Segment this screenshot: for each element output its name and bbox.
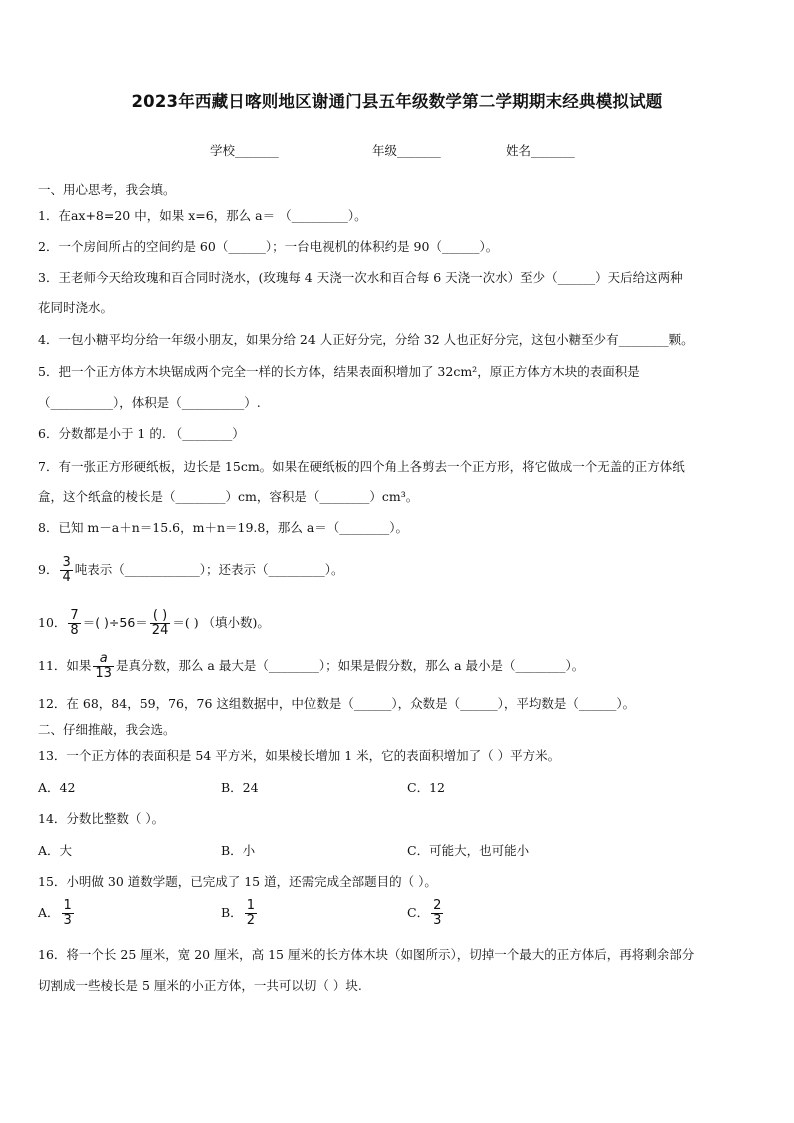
question-9-text: 吨表示（____________）；还表示（_________）。 xyxy=(74,562,344,577)
question-13-options xyxy=(38,779,764,797)
name-field: 姓名_______ xyxy=(506,143,575,158)
option-b xyxy=(221,899,259,928)
option-c: C．可能大，也可能小 xyxy=(407,843,530,858)
option-b-fraction xyxy=(245,899,257,928)
question-10-fraction-1 xyxy=(68,609,80,638)
question-3-line-1: 3．王老师今天给玫瑰和百合同时浇水，(玫瑰每 4 天浇一次水和百合每 6 天浇一次水）至少（______）天后给这两种 xyxy=(38,270,683,285)
question-5-line-2: （__________），体积是（__________）. xyxy=(38,395,261,410)
option-a xyxy=(38,899,76,928)
question-10 xyxy=(38,609,764,638)
fraction-numerator: 1 xyxy=(63,898,72,913)
option-b: B．小 xyxy=(221,843,256,858)
option-c-fraction xyxy=(431,899,443,928)
option-a-label: A． xyxy=(38,905,60,920)
question-14-options xyxy=(38,842,764,860)
question-10-middle: ＝( )÷56＝ xyxy=(82,615,148,630)
fraction-numerator: 2 xyxy=(433,898,442,913)
question-16-line-2: 切割成一些棱长是 5 厘米的小正方体，一共可以切（ ）块. xyxy=(38,978,362,993)
question-15: 15．小明做 30 道数学题，已完成了 15 道，还需完成全部题目的（ ）。 xyxy=(38,874,437,889)
fraction-denominator: 3 xyxy=(63,913,72,928)
question-16-line-1: 16．将一个长 25 厘米，宽 20 厘米，高 15 厘米的长方体木块（如图所示），切掉一个最大的正方体后，再将剩余部分 xyxy=(38,947,695,962)
fraction-denominator: 8 xyxy=(70,623,79,638)
fraction-numerator: ( ) xyxy=(150,609,171,624)
question-10-number: 10． xyxy=(38,615,67,630)
option-c xyxy=(407,899,445,928)
question-2: 2．一个房间所占的空间约是 60（______）；一台电视机的体积约是 90（______）。 xyxy=(38,239,499,254)
question-7-line-1: 7．有一张正方形硬纸板，边长是 15cm。如果在硬纸板的四个角上各剪去一个正方形，将它做成一个无盖的正方体纸 xyxy=(38,459,685,474)
question-11-text: 是真分数，那么 a 最大是（________）；如果是假分数，那么 a 最小是（________）。 xyxy=(115,658,585,673)
fraction-denominator: 3 xyxy=(433,913,442,928)
grade-field: 年级_______ xyxy=(372,143,441,158)
option-b-label: B． xyxy=(221,905,243,920)
option-a: A．大 xyxy=(38,843,73,858)
question-9-number: 9． xyxy=(38,562,59,577)
question-9 xyxy=(38,556,764,585)
question-8: 8．已知 m－a＋n＝15.6，m＋n＝19.8，那么 a＝（________）。 xyxy=(38,520,409,535)
section-heading-choice: 二、仔细推敲，我会选。 xyxy=(38,722,176,737)
fraction-denominator: 2 xyxy=(246,913,255,928)
question-10-text: ＝( ) （填小数)。 xyxy=(172,615,270,630)
question-4: 4．一包小糖平均分给一年级小朋友，如果分给 24 人正好分完，分给 32 人也正好分完，这包小糖至少有________颗。 xyxy=(38,332,694,347)
question-1: 1．在ax+8=20 中，如果 x=6，那么 a＝ （_________）。 xyxy=(38,208,367,223)
school-field: 学校_______ xyxy=(210,143,279,158)
question-15-options xyxy=(38,899,764,935)
question-12: 12．在 68，84，59，76，76 这组数据中，中位数是（______），众数是（______），平均数是（______）。 xyxy=(38,696,636,711)
question-11-fraction xyxy=(93,652,114,681)
option-c-label: C． xyxy=(407,905,430,920)
fraction-numerator: 3 xyxy=(62,555,71,570)
question-7-line-2: 盒，这个纸盒的棱长是（________）cm，容积是（________）cm³。 xyxy=(38,489,419,504)
question-10-fraction-2 xyxy=(150,609,171,638)
question-9-fraction xyxy=(60,556,72,585)
question-11-number: 11．如果 xyxy=(38,658,92,673)
option-c: C．12 xyxy=(407,780,445,795)
fraction-denominator: 24 xyxy=(151,623,169,638)
option-b: B．24 xyxy=(221,780,259,795)
section-heading-fill: 一、用心思考，我会填。 xyxy=(38,182,176,197)
student-info xyxy=(0,141,794,161)
fraction-denominator: 4 xyxy=(62,570,71,585)
option-a: A．42 xyxy=(38,780,76,795)
question-3-line-2: 花同时浇水。 xyxy=(38,300,114,315)
option-a-fraction xyxy=(62,899,74,928)
question-5-line-1: 5．把一个正方体方木块锯成两个完全一样的长方体，结果表面积增加了 32cm²，原正方体方木块的表面积是 xyxy=(38,364,640,379)
question-13: 13．一个正方体的表面积是 54 平方米，如果棱长增加 1 米，它的表面积增加了（ ）平方米。 xyxy=(38,748,561,763)
fraction-denominator: 13 xyxy=(95,666,112,681)
fraction-numerator: 1 xyxy=(246,898,255,913)
fraction-numerator: a xyxy=(93,652,114,667)
page-title: 2023年西藏日喀则地区谢通门县五年级数学第二学期期末经典模拟试题 xyxy=(131,92,663,111)
question-11 xyxy=(38,652,764,681)
question-14: 14．分数比整数（ ）。 xyxy=(38,811,165,826)
question-6: 6．分数都是小于 1 的. （________） xyxy=(38,426,245,441)
fraction-numerator: 7 xyxy=(70,608,79,623)
